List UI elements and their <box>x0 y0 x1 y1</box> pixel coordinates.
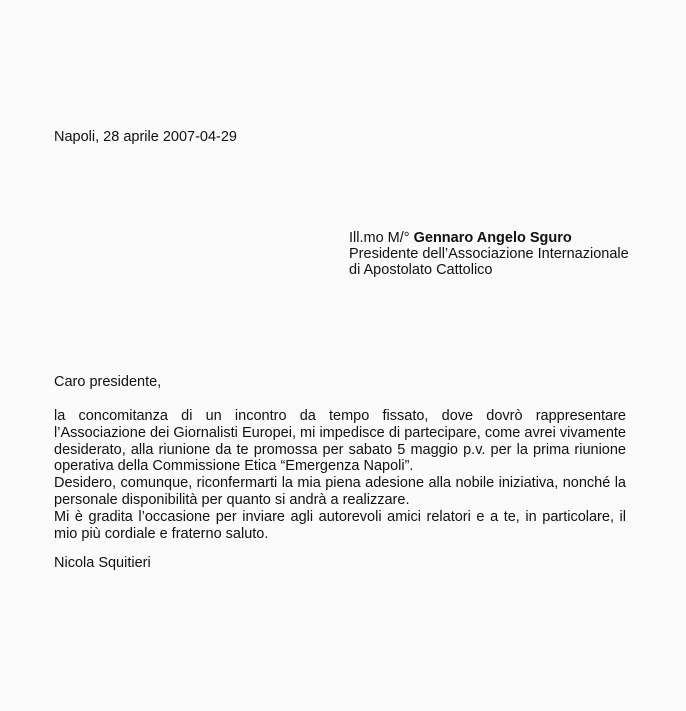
body-paragraph: la concomitanza di un incontro da tempo fissato, dove dovrò rappresentare l’Associazione dei Giornalisti Europei, mi impedisce di partecipare, come avrei vivamente desiderato, alla riunione da te promossa per sabato 5 maggio p.v. per la prima riunione operativa della Commissione Etica “Emergenza Napoli”. <box>54 408 626 475</box>
recipient-name-line <box>349 230 629 246</box>
body-paragraph: Desidero, comunque, riconfermarti la mia piena adesione alla nobile iniziativa, nonché la personale disponibilità per quanto si andrà a realizzare. <box>54 475 626 508</box>
recipient-prefix: Ill.mo M/° <box>349 230 414 246</box>
salutation: Caro presidente, <box>54 374 162 390</box>
place-date: Napoli, 28 aprile 2007-04-29 <box>54 129 237 145</box>
recipient-title-line2: di Apostolato Cattolico <box>349 262 493 278</box>
signature: Nicola Squitieri <box>54 555 151 571</box>
recipient-name: Gennaro Angelo Sguro <box>413 230 572 246</box>
recipient-block <box>349 230 629 278</box>
body-paragraph: Mi è gradita l’occasione per inviare agli autorevoli amici relatori e a te, in particolare, il mio più cordiale e fraterno saluto. <box>54 508 626 542</box>
recipient-title-line1: Presidente dell’Associazione Internazionale <box>349 246 629 262</box>
letter-body <box>54 408 626 542</box>
